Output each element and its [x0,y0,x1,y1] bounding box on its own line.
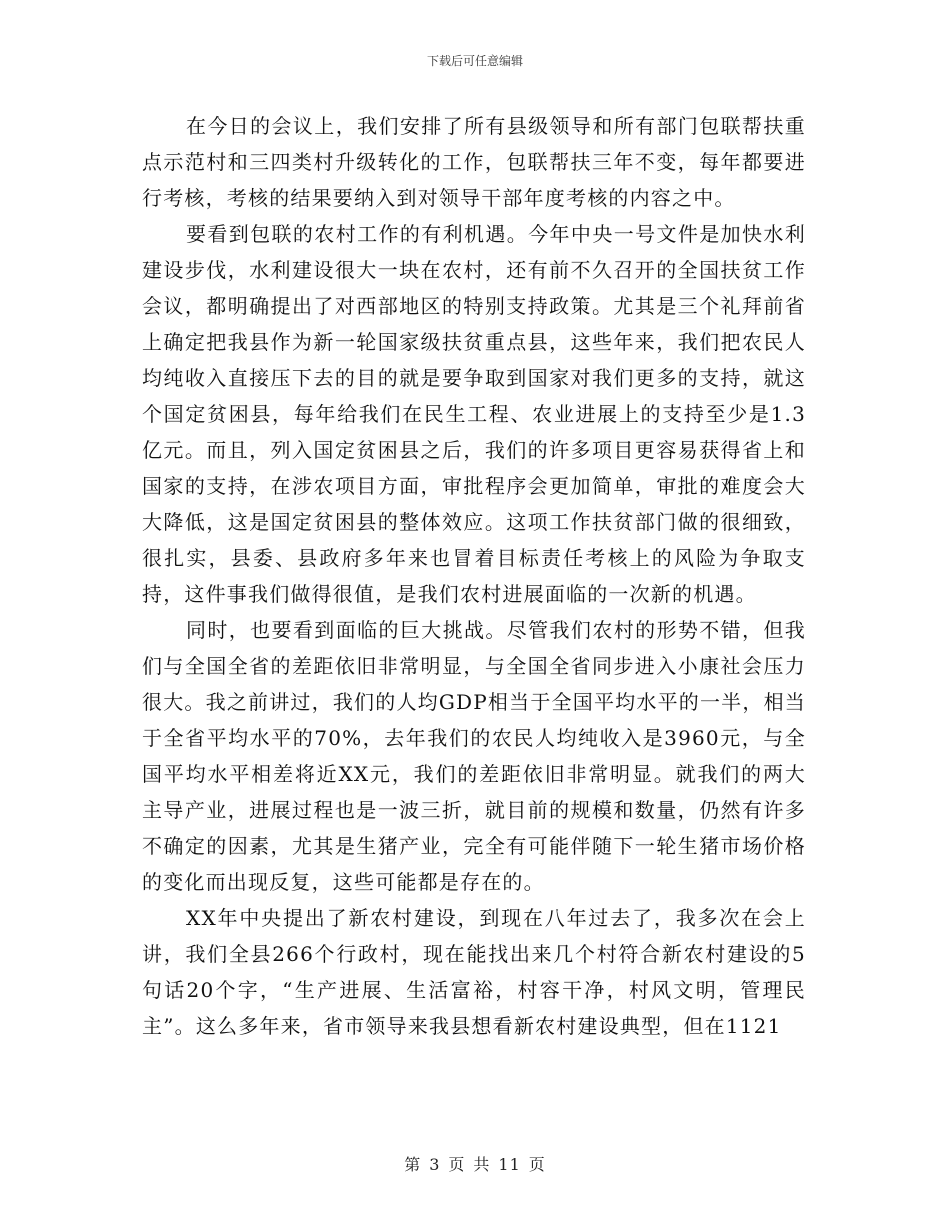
page-number [0,1154,950,1176]
document-body [142,108,806,1044]
paragraph: 在今日的会议上，我们安排了所有县级领导和所有部门包联帮扶重点示范村和三四类村升级转化的工作，包联帮扶三年不变，每年都要进行考核，考核的结果要纳入到对领导干部年度考核的内容之中。 [142,114,806,210]
page-total-prefix: 共 [473,1155,491,1174]
page-suffix: 页 [528,1155,546,1174]
page-header: 下载后可任意编辑 [426,54,523,68]
page-prefix: 第 [404,1155,422,1174]
page-label: 页 [448,1155,466,1174]
paragraph: XX年中央提出了新农村建设，到现在八年过去了，我多次在会上讲，我们全县266个行政村，现在能找出来几个村符合新农村建设的5句话20个字，“生产进展、生活富裕，村容干净，村风文明，管理民主”。这么多年来，省市领导来我县想看新农村建设典型，但在1121 [142,906,806,1038]
page-current: 3 [429,1155,441,1174]
paragraph: 要看到包联的农村工作的有利机遇。今年中央一号文件是加快水利建设步伐，水利建设很大一块在农村，还有前不久召开的全国扶贫工作会议，都明确提出了对西部地区的特别支持政策。尤其是三个礼拜前省上确定把我县作为新一轮国家级扶贫重点县，这些年来，我们把农民人均纯收入直接压下去的目的就是要争取到国家对我们更多的支持，就这个国定贫困县，每年给我们在民生工程、农业进展上的支持至少是1.3亿元。而且，列入国定贫困县之后，我们的许多项目更容易获得省上和国家的支持，在涉农项目方面，审批程序会更加简单，审批的难度会大大降低，这是国定贫困县的整体效应。这项工作扶贫部门做的很细致，很扎实，县委、县政府多年来也冒着目标责任考核上的风险为争取支持，这件事我们做得很值，是我们农村进展面临的一次新的机遇。 [142,222,806,606]
paragraph: 同时，也要看到面临的巨大挑战。尽管我们农村的形势不错，但我们与全国全省的差距依旧非常明显，与全国全省同步进入小康社会压力很大。我之前讲过，我们的人均GDP相当于全国平均水平的一半，相当于全省平均水平的70%，去年我们的农民人均纯收入是3960元，与全国平均水平相差将近XX元，我们的差距依旧非常明显。就我们的两大主导产业，进展过程也是一波三折，就目前的规模和数量，仍然有许多不确定的因素，尤其是生猪产业，完全有可能伴随下一轮生猪市场价格的变化而出现反复，这些可能都是存在的。 [142,618,806,894]
page-total: 11 [498,1155,521,1174]
